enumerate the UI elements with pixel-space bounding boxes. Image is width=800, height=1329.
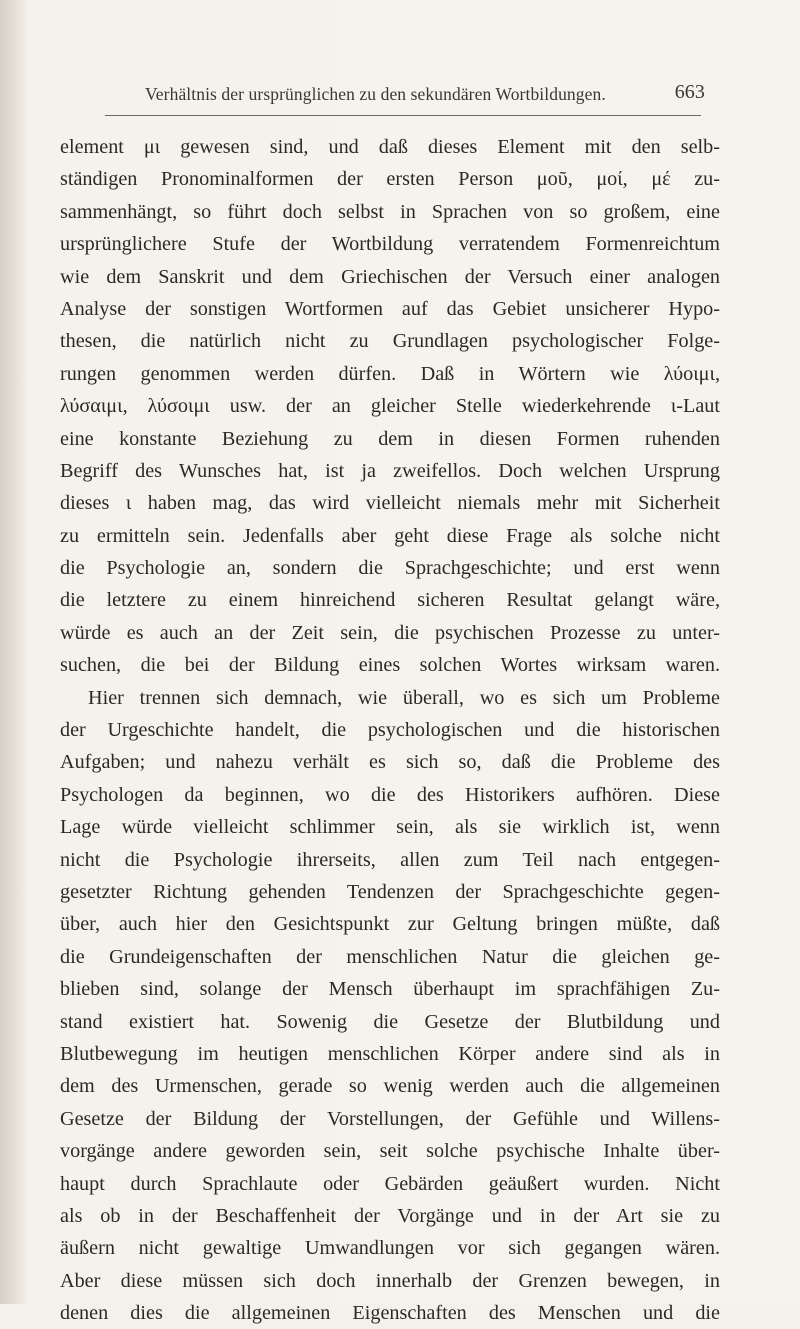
text-line: die Psychologie an, sondern die Sprachgeschichte; und erst wenn	[60, 557, 720, 580]
page-gutter-shadow	[0, 0, 30, 1304]
text-line: element μι gewesen sind, und daß dieses Element mit den selb-	[60, 136, 720, 158]
text-line: suchen, die bei der Bildung eines solchen Wortes wirksam waren.	[60, 654, 720, 677]
text-line: haupt durch Sprachlaute oder Gebärden geäußert wurden. Nicht	[60, 1172, 720, 1195]
text-line: nicht die Psychologie ihrerseits, allen zum Teil nach entgegen-	[60, 848, 720, 871]
header-rule	[105, 115, 701, 116]
text-line: Analyse der sonstigen Wortformen auf das Gebiet unsicherer Hypo-	[60, 297, 720, 320]
text-line: der Urgeschichte handelt, die psychologischen und die historischen	[60, 719, 720, 742]
text-line: würde es auch an der Zeit sein, die psychischen Prozesse zu unter-	[60, 621, 720, 644]
text-line: dem des Urmenschen, gerade so wenig werden auch die allgemeinen	[60, 1075, 720, 1098]
text-line: über, auch hier den Gesichtspunkt zur Geltung bringen müßte, daß	[60, 913, 720, 936]
text-line: Aufgaben; und nahezu verhält es sich so, daß die Probleme des	[60, 751, 720, 774]
text-line: Begriff des Wunsches hat, ist ja zweifellos. Doch welchen Ursprung	[60, 459, 720, 482]
text-line: denen dies die allgemeinen Eigenschaften des Menschen und die	[60, 1302, 720, 1325]
text-line: als ob in der Beschaffenheit der Vorgänge und in der Art sie zu	[60, 1204, 720, 1227]
text-line: Lage würde vielleicht schlimmer sein, als sie wirklich ist, wenn	[60, 816, 720, 839]
text-line: vorgänge andere geworden sein, seit solche psychische Inhalte über-	[60, 1140, 720, 1163]
text-line: wie dem Sanskrit und dem Griechischen der Versuch einer analogen	[60, 265, 720, 288]
text-line: Gesetze der Bildung der Vorstellungen, der Gefühle und Willens-	[60, 1107, 720, 1130]
text-line: zu ermitteln sein. Jedenfalls aber geht diese Frage als solche nicht	[60, 524, 720, 547]
running-header	[145, 78, 705, 108]
text-line: λύσαιμι, λύσοιμι usw. der an gleicher Stelle wiederkehrende ι-Laut	[60, 395, 720, 418]
text-line: Aber diese müssen sich doch innerhalb der Grenzen bewegen, in	[60, 1269, 720, 1292]
text-line: Blutbewegung im heutigen menschlichen Körper andere sind als in	[60, 1042, 720, 1065]
text-line: die letztere zu einem hinreichend sicheren Resultat gelangt wäre,	[60, 589, 720, 612]
text-line: thesen, die natürlich nicht zu Grundlagen psychologischer Folge-	[60, 330, 720, 353]
text-line: gesetzter Richtung gehenden Tendenzen der Sprachgeschichte gegen-	[60, 880, 720, 903]
text-line: dieses ι haben mag, das wird vielleicht niemals mehr mit Sicherheit	[60, 492, 720, 515]
text-line: blieben sind, solange der Mensch überhaupt im sprachfähigen Zu-	[60, 978, 720, 1001]
text-line: äußern nicht gewaltige Umwandlungen vor sich gegangen wären.	[60, 1237, 720, 1260]
page-number: 663	[674, 81, 705, 103]
text-line: eine konstante Beziehung zu dem in diesen Formen ruhenden	[60, 427, 720, 450]
text-line: Psychologen da beginnen, wo die des Historikers aufhören. Diese	[60, 783, 720, 806]
text-line: rungen genommen werden dürfen. Daß in Wörtern wie λύοιμι,	[60, 362, 720, 385]
text-line: sammenhängt, so führt doch selbst in Sprachen von so großem, eine	[60, 200, 720, 223]
text-line: ursprünglichere Stufe der Wortbildung verratendem Formenreichtum	[60, 233, 720, 256]
text-line: die Grundeigenschaften der menschlichen Natur die gleichen ge-	[60, 945, 720, 968]
text-line: ständigen Pronominalformen der ersten Person μοῦ, μοί, μέ zu-	[60, 168, 720, 191]
text-line-paragraph-start: Hier trennen sich demnach, wie überall, wo es sich um Probleme	[88, 686, 720, 709]
body-text	[60, 131, 720, 1329]
text-line: stand existiert hat. Sowenig die Gesetze der Blutbildung und	[60, 1010, 720, 1033]
running-header-title: Verhältnis der ursprünglichen zu den sekundären Wortbildungen.	[145, 84, 606, 104]
